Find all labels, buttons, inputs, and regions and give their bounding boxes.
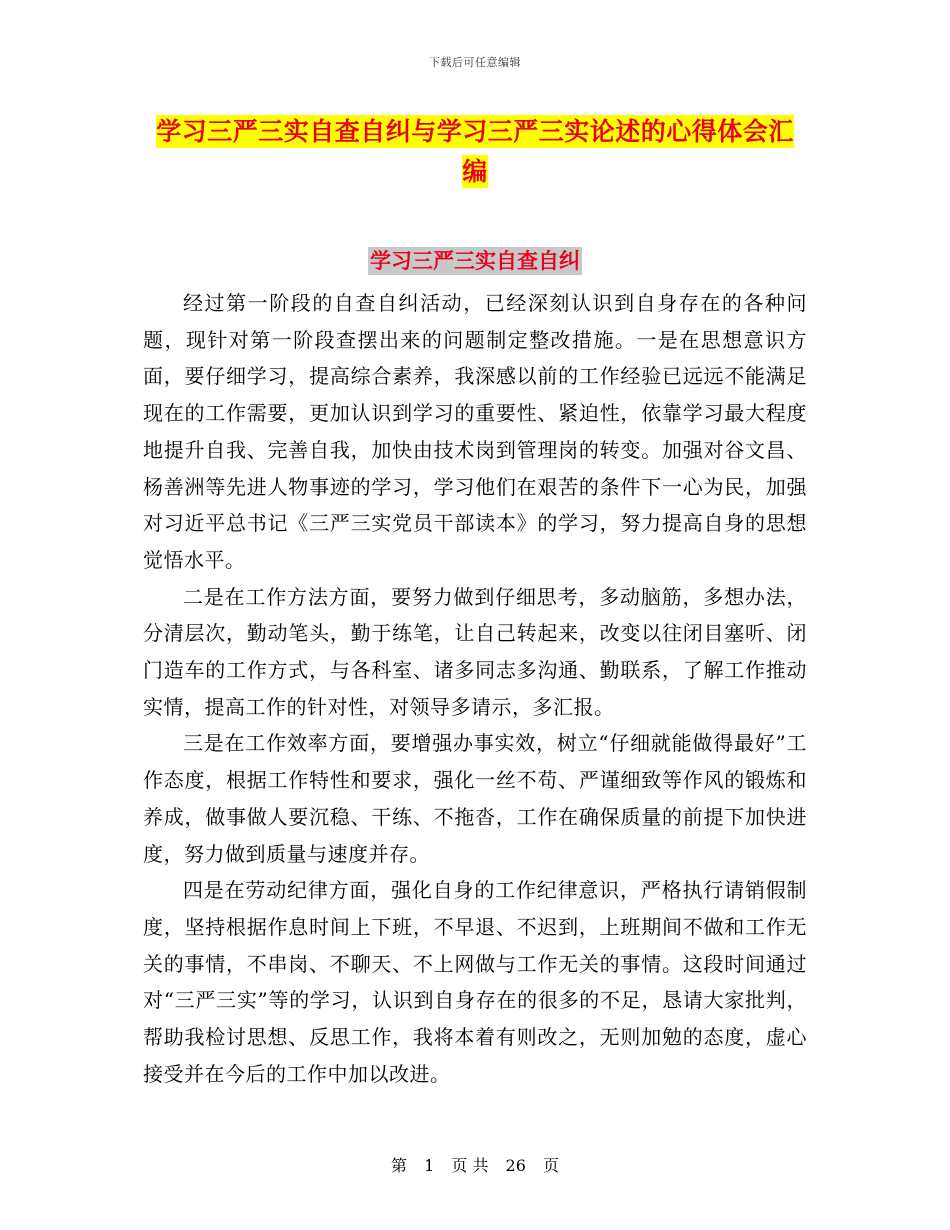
current-page-number: 1 bbox=[424, 1156, 435, 1175]
paragraph: 经过第一阶段的自查自纠活动，已经深刻认识到自身存在的各种问题，现针对第一阶段查摆出来的问题制定整改措施。一是在思想意识方面，要仔细学习，提高综合素养，我深感以前的工作经验已远远不能满足现在的工作需要，更加认识到学习的重要性、紧迫性，依靠学习最大程度地提升自我、完善自我，加快由技术岗到管理岗的转变。加强对谷文昌、杨善洲等先进人物事迹的学习，学习他们在艰苦的条件下一心为民，加强对习近平总书记《三严三实党员干部读本》的学习，努力提高自身的思想觉悟水平。 bbox=[143, 291, 807, 572]
document-title-text: 学习三严三实自查自纠与学习三严三实论述的心得体会汇编 bbox=[156, 117, 794, 186]
paragraph: 四是在劳动纪律方面，强化自身的工作纪律意识，严格执行请销假制度，坚持根据作息时间上下班，不早退、不迟到，上班期间不做和工作无关的事情，不串岗、不聊天、不上网做与工作无关的事情。这段时间通过对“三严三实”等的学习，认识到自身存在的很多的不足，恳请大家批判，帮助我检讨思想、反思工作，我将本着有则改之，无则加勉的态度，虚心接受并在今后的工作中加以改进。 bbox=[143, 878, 807, 1086]
page-footer bbox=[0, 1153, 950, 1176]
page-header-note: 下载后可任意编辑 bbox=[429, 56, 521, 69]
document-body bbox=[143, 285, 807, 1092]
paragraph: 三是在工作效率方面，要增强办事实效，树立“仔细就能做得最好”工作态度，根据工作特性和要求，强化一丝不苟、严谨细致等作风的锻炼和养成，做事做人要沉稳、干练、不拖沓，工作在确保质量的前提下加快进度，努力做到质量与速度并存。 bbox=[143, 731, 807, 866]
section-heading bbox=[0, 246, 950, 276]
section-heading-text: 学习三严三实自查自纠 bbox=[370, 249, 580, 273]
document-title bbox=[150, 112, 800, 192]
footer-prefix: 第 bbox=[390, 1156, 407, 1175]
footer-middle: 页 共 bbox=[451, 1156, 489, 1175]
paragraph: 二是在工作方法方面，要努力做到仔细思考，多动脑筋，多想办法，分清层次，勤动笔头，勤于练笔，让自己转起来，改变以往闭目塞听、闭门造车的工作方式，与各科室、诸多同志多沟通、勤联系，了解工作推动实情，提高工作的针对性，对领导多请示，多汇报。 bbox=[143, 584, 807, 719]
total-pages: 26 bbox=[505, 1156, 526, 1175]
footer-suffix: 页 bbox=[543, 1156, 560, 1175]
